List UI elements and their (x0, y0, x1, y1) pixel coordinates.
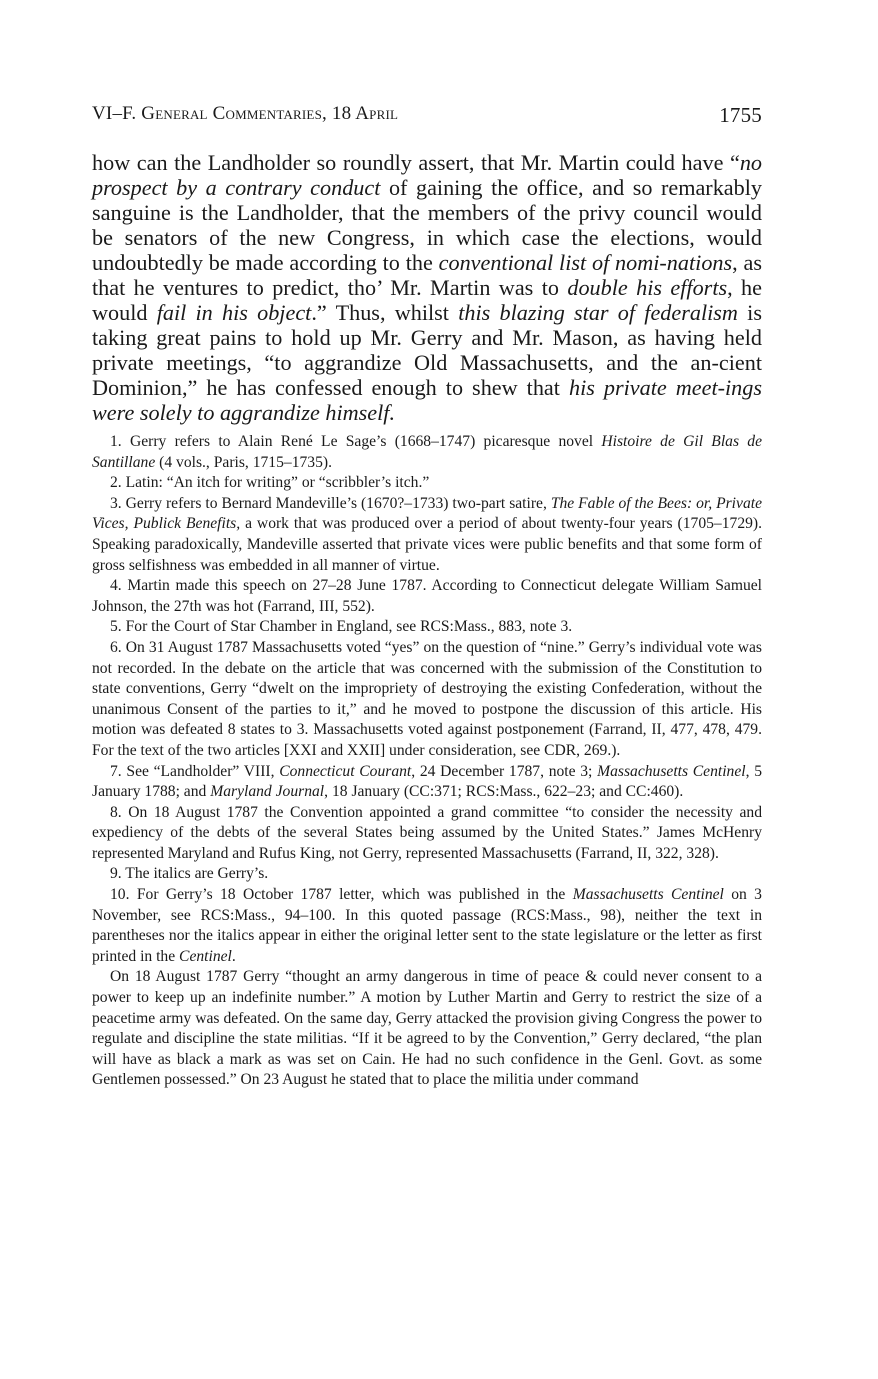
text-run: 7. See “Landholder” VIII, (110, 762, 280, 780)
italic-text: conventional list of nomi-nations (438, 250, 733, 275)
text-run: 5. For the Court of Star Chamber in England, see RCS:Mass., 883, note 3. (110, 618, 573, 636)
running-head-title (92, 103, 398, 125)
italic-text: The Fable of the Bees: or, Private Vices, Publick Benefits, (92, 494, 762, 533)
text-run: 10. For Gerry’s 18 October 1787 letter, which was published in the (110, 886, 573, 904)
section-title: General Commentaries (141, 103, 323, 124)
footnote (92, 494, 762, 576)
text-run: (4 vols., Paris, 1715–1735). (155, 453, 332, 471)
section-date: , 18 April (322, 103, 399, 124)
footnote (92, 967, 762, 1091)
footnote (92, 638, 762, 762)
italic-text: Histoire de Gil Blas de Santillane (92, 433, 763, 471)
text-run: .” Thus, whilst (311, 300, 459, 325)
text-run: a work that was produced over a period of about twenty-four years (1705–1729). Speaking paradoxically, Mandeville asserted that private vices were public benefits and that some form of gross selfishness was embedded in all manner of virtue. (92, 515, 763, 574)
italic-text: Massachusetts Centinel (597, 762, 746, 780)
text-run: of gaining the office, and so remarkably sanguine is the Landholder, that the members of the privy council would be senators of the new Congress, in which case the elections, would undoubtedly be made according to the (92, 175, 762, 275)
text-run: 9. The italics are Gerry’s. (110, 865, 269, 883)
text-run: is taking great pains to hold up Mr. Gerry and Mr. Mason, as having held private meetings, “to aggrandize Old Massachusetts, and the an-cient Dominion,” he has confessed enough to shew that (92, 300, 762, 400)
italic-text: no prospect by a contrary conduct (92, 150, 762, 200)
italic-text: this blazing star of federalism (458, 300, 738, 325)
text-run: 6. On 31 August 1787 Massachusetts voted “yes” on the question of “nine.” Gerry’s individual vote was not recorded. In the debate on the article that was concerned with the submission of the Constitution to state conventions, Gerry “dwelt on the impropriety of destroying the existing Confederation, without the unanimous Consent of the parties to it,” and he moved to postpone the discussion of this article. His motion was defeated 8 states to 3. Massachusetts voted against postponement (Farrand, II, 477, 478, 479. For the text of the two articles [XXI and XXII] under consideration, see CDR, 269.). (92, 638, 762, 759)
italic-text: Centinel (179, 947, 232, 965)
running-head (92, 103, 762, 129)
footnote (92, 864, 762, 885)
italic-text: Massachusetts Centinel (572, 886, 724, 904)
italic-text: double his efforts (567, 275, 728, 300)
footnote (92, 617, 762, 638)
text-run: , 5 January 1788; and (92, 762, 762, 801)
footnote (92, 885, 762, 967)
italic-text: Maryland Journal (210, 783, 325, 801)
text-run: , 24 December 1787, note 3; (411, 762, 598, 780)
text-run: 3. Gerry refers to Bernard Mandeville’s (1670?–1733) two-part satire, (110, 494, 551, 512)
italic-text: Connecticut Courant (279, 762, 412, 780)
footnote (92, 432, 762, 473)
text-run: 8. On 18 August 1787 the Convention appointed a grand committee “to consider the necessity and expediency of the debts of the several States being assumed by the United States.” James McHenry represented Maryland and Rufus King, not Gerry, represented Massachusetts (Farrand, II, 322, 328). (92, 803, 762, 862)
text-run: 2. Latin: “An itch for writing” or “scribbler’s itch.” (110, 474, 430, 492)
text-run: , as that he ventures to predict, tho’ Mr. Martin was to (92, 250, 762, 300)
text-run: On 18 August 1787 Gerry “thought an army dangerous in time of peace & could never consent to a power to keep up an indefinite number.” A motion by Luther Martin and Gerry to restrict the size of a peacetime army was defeated. On the same day, Gerry attacked the provision giving Congress the power to regulate and discipline the state militias. “If it be agreed to by the Convention,” Gerry declared, “the plan will have as black a mark as was set on Cain. He had no such confidence in the Genl. Govt. as some Gentlemen possessed.” On 23 August he stated that to place the militia under command (92, 968, 762, 1089)
footnote (92, 803, 762, 865)
italic-text: fail in his object (156, 300, 312, 325)
section-prefix: VI–F. (92, 103, 142, 124)
italic-text: his private meet-ings were solely to aggrandize himself. (92, 375, 763, 425)
text-run: on 3 November, see RCS:Mass., 94–100. In this quoted passage (RCS:Mass., 98), neither the text in parentheses nor the italics appear in either the original letter sent to the state legislature or the letter as first printed in the (92, 886, 762, 965)
text-run: . (231, 947, 236, 965)
text-run: how can the Landholder so roundly assert, that Mr. Martin could have “ (92, 150, 740, 175)
body-paragraph (92, 150, 762, 425)
text-run: 4. Martin made this speech on 27–28 June 1787. According to Connecticut delegate William Samuel Johnson, the 27th was hot (Farrand, III, 552). (92, 577, 762, 615)
text-run: , he would (92, 275, 763, 325)
footnotes-section (92, 432, 762, 1091)
footnote (92, 473, 762, 494)
page-number: 1755 (719, 103, 762, 127)
footnote (92, 762, 762, 803)
text-run: 1. Gerry refers to Alain René Le Sage’s (1668–1747) picaresque novel (110, 433, 602, 450)
footnote (92, 576, 762, 617)
main-body-text (92, 150, 762, 425)
text-run: , 18 January (CC:371; RCS:Mass., 622–23; and CC:460). (324, 783, 684, 801)
